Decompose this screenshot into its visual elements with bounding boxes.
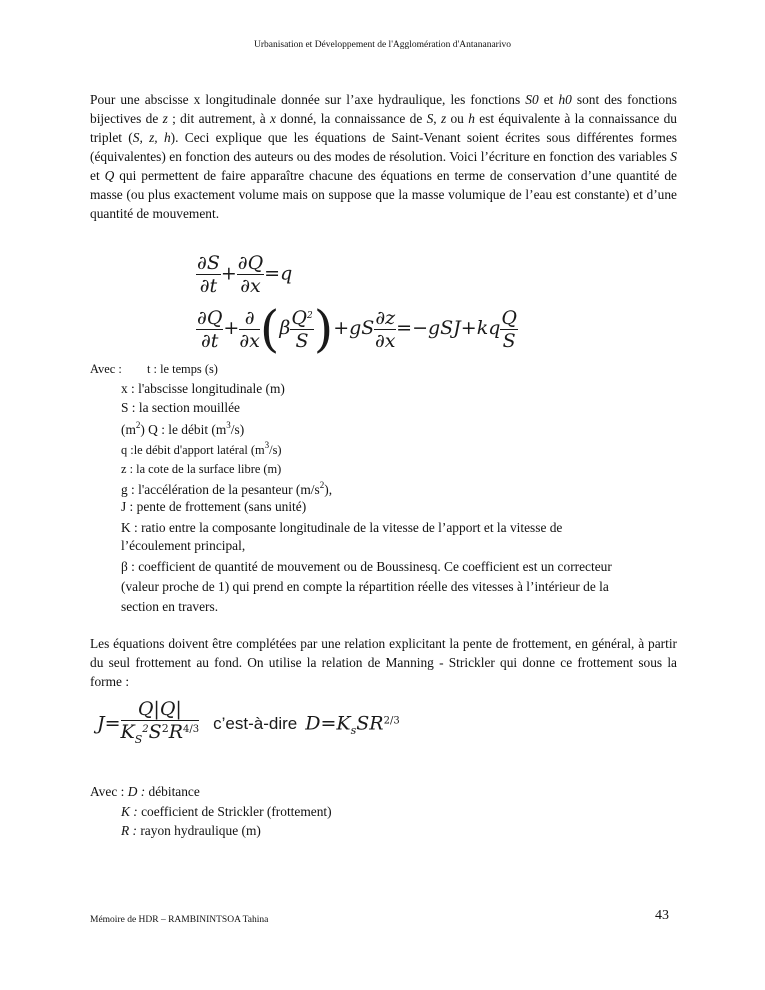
var-x: x : l'abscisse longitudinale (m) — [121, 381, 285, 396]
var-Ks: K : coefficient de Strickler (frottement) — [121, 804, 332, 819]
var-R: R : rayon hydraulique (m) — [121, 823, 261, 838]
var-Q: $(m^2)$ Q : le débit $(m^3/s)$ — [121, 420, 245, 437]
var-t: t : le temps (s) — [147, 362, 218, 376]
paragraph-manning: Les équations doivent être complétées par une relation explicitant la pente de frottement, en général, à partir du seul frottement au fond. On utilise la relation de Manning - Strickler qui donne ce frottement sous la forme : — [90, 636, 677, 689]
paragraph-intro: Pour une abscisse x longitudinale donnée sur l’axe hydraulique, les fonctions S0 et h0 sont des fonctions bijectives de z ; dit autrement, à x donné, la connaissance de S, z ou h est équivalente à la connaissance du triplet (S, z, h). Ceci explique que les équations de Saint-Venant soient écrites sous différentes formes (équivalentes) en fonction des auteurs ou des modes de résolution. Voici l’écriture en fonction des variables S et Q qui permettent de faire apparaître chacune des équations en terme de conservation d’une quantité de masse (ou plus exactement volume mais on suppose que la masse volumique de l’eau est constante) et d’une quantité de mouvement. — [90, 92, 677, 221]
equation-manning: J= $\frac{Q|Q|}{K_S^2S^2R^{4/3}}$ c’est-à-dire $D=K_sSR^{2/3}$ — [97, 698, 400, 746]
page-number: 43 — [655, 908, 669, 923]
avec-label: Avec : — [90, 362, 122, 376]
equation-momentum: $\frac{\partial Q}{\partial t}$ + $\frac{\partial}{\partial x}$ (β $\frac{Q^2}{S}$ )+gS $\frac{\partial z}{\partial x}$ =−gSJ+kq $\frac{Q}{S}$ — [197, 300, 517, 358]
var-z: z : la cote de la surface libre (m) — [121, 462, 282, 476]
var-K-line2: l’écoulement principal, — [121, 538, 246, 553]
var-K-line1: K : ratio entre la composante longitudinale de la vitesse de l’apport et la vitesse de — [121, 520, 563, 535]
footer-author: Mémoire de HDR – RAMBININTSOA Tahina — [90, 915, 269, 925]
var-beta-line3: section en travers. — [121, 599, 219, 614]
running-header: Urbanisation et Développement de l'Agglomération d'Antananarivo — [254, 40, 511, 50]
var-q: q :le débit d'apport latéral $(m^3/s)$ — [121, 440, 282, 457]
var-D: Avec : D : débitance — [90, 784, 200, 799]
var-J: J : pente de frottement (sans unité) — [121, 499, 307, 514]
var-beta-line2: (valeur proche de 1) qui prend en compte la répartition réelle des vitesses à l’intérieur de la — [121, 579, 609, 594]
equation-continuity: $\frac{\partial S}{\partial t}$ + $\frac{\partial Q}{\partial x}$ =q — [197, 252, 293, 297]
var-beta-line1: β : coefficient de quantité de mouvement ou de Boussinesq. Ce coefficient est un correcteur — [121, 559, 612, 574]
var-S: S : la section mouillée — [121, 400, 241, 415]
var-g: g : l'accélération de la pesanteur $(m/s^2)$, — [121, 480, 333, 497]
